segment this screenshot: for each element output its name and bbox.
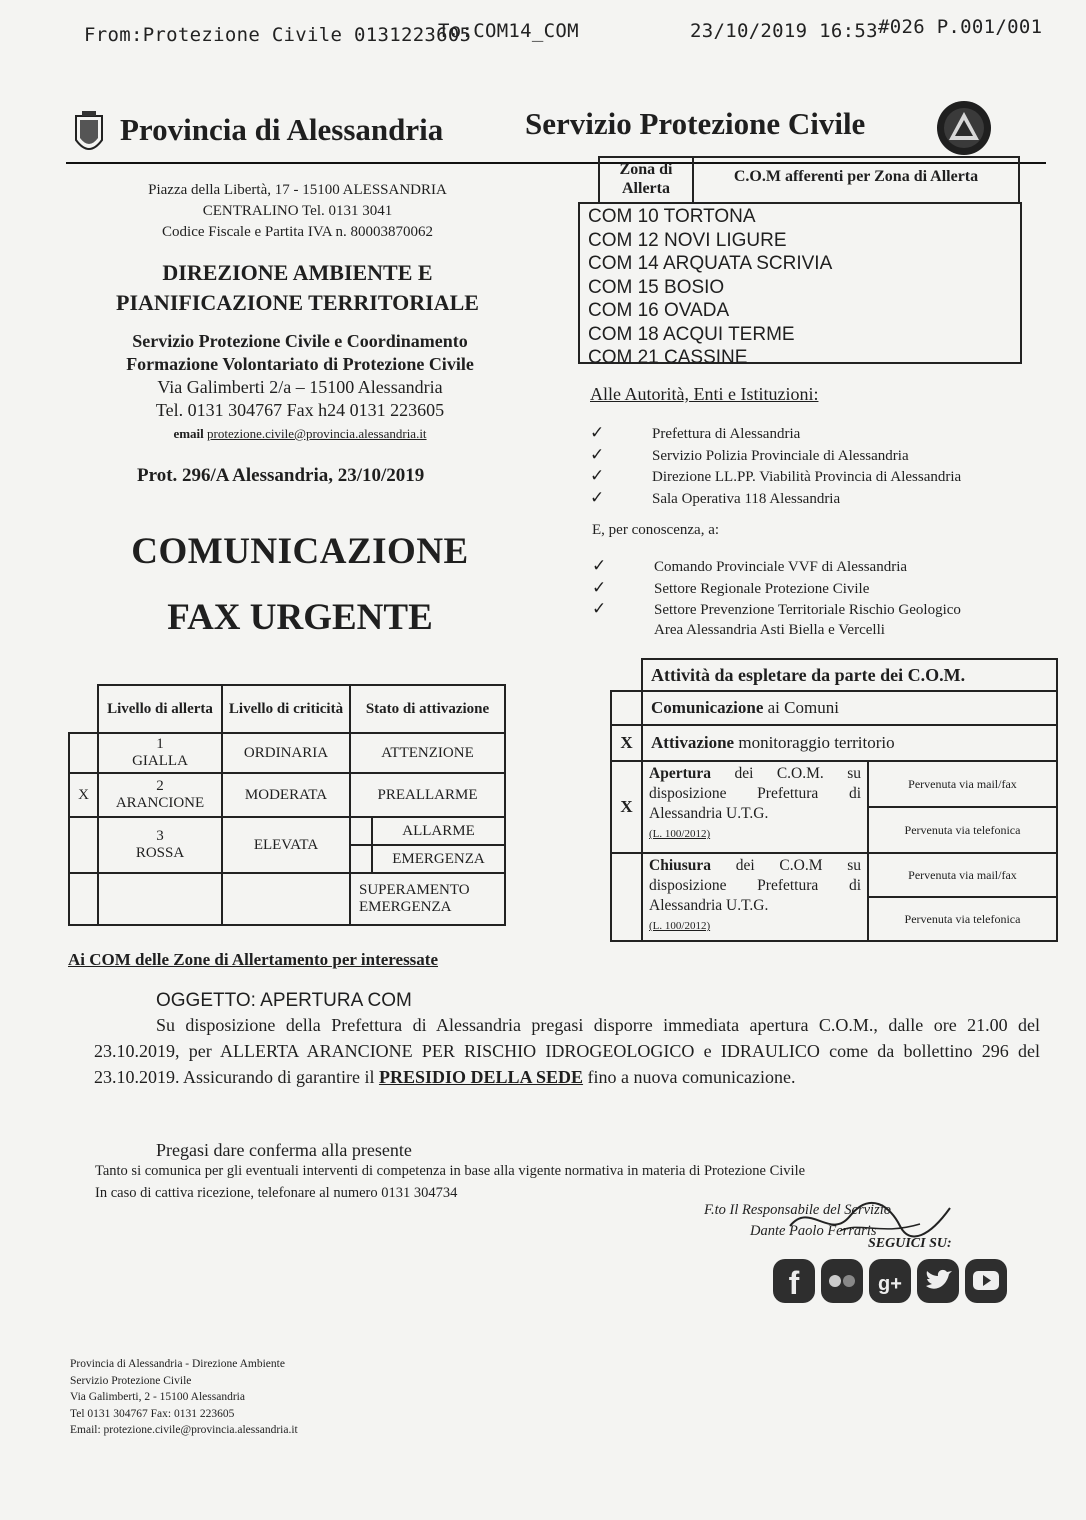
attivita-table (610, 658, 1058, 942)
option-telefonica: Pervenuta via telefonica (868, 897, 1057, 941)
law-reference: (L. 100/2012) (649, 828, 711, 840)
flickr-icon[interactable] (820, 1258, 864, 1304)
attivita-text: dei C.O.M su disposizione Prefettura di Alessandria U.T.G. (649, 857, 861, 914)
direzione-heading (70, 258, 525, 318)
zona-item: COM 12 NOVI LIGURE (588, 229, 787, 251)
autorita-list (590, 423, 1030, 509)
address-block (100, 180, 495, 243)
livello-num: 3 (156, 828, 164, 844)
pregasi-line: Pregasi dare conferma alla presente (156, 1140, 412, 1160)
livello-header-criticita: Livello di criticità (222, 685, 350, 733)
livello-num: 2 (156, 778, 164, 794)
servizio-address: Via Galimberti 2/a – 15100 Alessandria (157, 377, 443, 397)
criticita-value: MODERATA (222, 773, 350, 817)
ai-com-heading: Ai COM delle Zone di Allertamento per interessate (68, 950, 439, 969)
direzione-line: DIREZIONE AMBIENTE E (162, 260, 433, 285)
zona-divider (692, 158, 694, 202)
attivita-text: monitoraggio territorio (734, 733, 895, 752)
stato-value: ATTENZIONE (350, 733, 505, 773)
stato-value: EMERGENZA (372, 845, 505, 873)
zona-col-1: Zona di Allerta (619, 161, 673, 197)
attivita-bold: Chiusura (649, 857, 712, 874)
youtube-icon[interactable] (964, 1258, 1008, 1304)
livello-num: 1 (156, 736, 164, 752)
selected-mark: X (611, 725, 642, 761)
stato-value: PREALLARME (350, 773, 505, 817)
servizio-line: Formazione Volontariato di Protezione Civile (126, 354, 474, 374)
conoscenza-item: Settore Regionale Protezione Civile (654, 580, 870, 597)
attivita-text: ai Comuni (763, 698, 839, 717)
selected-mark: X (611, 761, 642, 853)
civil-protection-logo-icon (934, 100, 996, 156)
autorita-item: Servizio Polizia Provinciale di Alessandria (652, 447, 909, 464)
conoscenza-item: Comando Provinciale VVF di Alessandria (654, 559, 908, 575)
servizio-block (80, 330, 520, 445)
direzione-line: PIANIFICAZIONE TERRITORIALE (116, 290, 479, 315)
livello-name: ROSSA (135, 845, 185, 861)
option-mail-fax: Pervenuta via mail/fax (868, 761, 1057, 807)
conoscenza-item: Settore Prevenzione Territoriale Rischio Geologico (654, 602, 961, 618)
conoscenza-list (592, 556, 1032, 640)
option-mail-fax: Pervenuta via mail/fax (868, 853, 1057, 897)
check-icon: ✓ (592, 556, 607, 575)
autorita-item: Prefettura di Alessandria (652, 426, 801, 442)
zona-item: COM 14 ARQUATA SCRIVIA (588, 253, 833, 274)
attivita-bold: Apertura (649, 765, 711, 782)
zona-item: COM 16 OVADA (588, 300, 730, 321)
signature-name: Dante Paolo Ferraris (750, 1223, 877, 1239)
province-crest-icon (72, 110, 106, 160)
body-text: fino a nuova comunicazione. (583, 1067, 796, 1087)
livello-name: ARANCIONE (115, 795, 205, 811)
tax-code-line: Codice Fiscale e Partita IVA n. 80003870062 (162, 224, 433, 240)
livello-name: GIALLA (132, 753, 188, 769)
stato-value: SUPERAMENTO EMERGENZA (350, 873, 505, 925)
criticita-value: ELEVATA (222, 817, 350, 873)
follow-us-label: SEGUICI SU: (868, 1236, 952, 1251)
fax-from: From:Protezione Civile 0131223605 (84, 24, 472, 46)
email-link[interactable]: protezione.civile@provincia.alessandria.it (207, 426, 427, 441)
zona-item: COM 10 TORTONA (588, 206, 756, 227)
address-line: Piazza della Libertà, 17 - 15100 ALESSANDRIA (148, 182, 447, 198)
attivita-text: dei C.O.M. su disposizione Prefettura di Alessandria U.T.G. (649, 765, 861, 822)
zona-table-header (598, 156, 1020, 204)
google-plus-icon[interactable] (868, 1258, 912, 1304)
zona-list (578, 202, 1022, 368)
body-paragraph (94, 1012, 1040, 1090)
footer-line: Servizio Protezione Civile (70, 1374, 192, 1387)
servizio-line: Servizio Protezione Civile e Coordinamento (132, 331, 468, 351)
cattiva-line: In caso di cattiva ricezione, telefonare al numero 0131 304734 (95, 1185, 458, 1201)
autorita-title: Alle Autorità, Enti e Istituzioni: (590, 384, 819, 404)
footer-line: Tel 0131 304767 Fax: 0131 223605 (70, 1407, 235, 1420)
body-emphasis: PRESIDIO DELLA SEDE (378, 1067, 584, 1087)
footer-block (70, 1356, 298, 1439)
attivita-bold: Comunicazione (651, 698, 764, 717)
switchboard-line: CENTRALINO Tel. 0131 3041 (202, 203, 393, 219)
footer-line: Provincia di Alessandria - Direzione Ambiente (70, 1358, 285, 1370)
oggetto-line: OGGETTO: APERTURA COM (156, 990, 412, 1011)
stato-value: ALLARME (372, 817, 505, 845)
autorita-item: Direzione LL.PP. Viabilità Provincia di Alessandria (652, 469, 962, 485)
zona-item: COM 21 CASSINE (588, 347, 748, 368)
comunicazione-title: COMUNICAZIONE (131, 531, 469, 572)
check-icon: ✓ (590, 487, 605, 507)
selected-mark: X (69, 773, 98, 817)
footer-email[interactable]: Email: protezione.civile@provincia.alessandria.it (70, 1424, 298, 1436)
zona-item: COM 15 BOSIO (588, 276, 725, 298)
fax-datetime: 23/10/2019 16:53 (690, 20, 878, 42)
fax-page: #026 P.001/001 (878, 16, 1043, 38)
autorita-item: Sala Operativa 118 Alessandria (652, 490, 841, 507)
zona-item: COM 18 ACQUI TERME (588, 323, 795, 345)
check-icon: ✓ (590, 423, 605, 442)
servizio-phone: Tel. 0131 304767 Fax h24 0131 223605 (155, 400, 445, 420)
criticita-value: ORDINARIA (222, 733, 350, 773)
option-telefonica: Pervenuta via telefonica (868, 807, 1057, 853)
fax-to: To:COM14_COM (438, 20, 579, 42)
org-title: Provincia di Alessandria (120, 112, 444, 147)
conoscenza-item: Area Alessandria Asti Biella e Vercelli (654, 621, 885, 638)
fax-urgente-title: FAX URGENTE (167, 597, 433, 638)
check-icon: ✓ (590, 466, 605, 485)
svg-text:f: f (788, 1265, 800, 1301)
check-icon: ✓ (592, 599, 607, 618)
email-label: email (173, 426, 204, 441)
protocol-number: Prot. 296/A Alessandria, 23/10/2019 (137, 465, 425, 486)
livello-header-allerta: Livello di allerta (98, 685, 222, 733)
twitter-icon[interactable] (916, 1258, 960, 1304)
facebook-icon[interactable] (772, 1258, 816, 1304)
conoscenza-title: E, per conoscenza, a: (592, 522, 720, 538)
tanto-line: Tanto si comunica per gli eventuali interventi di competenza in base alla vigente normativa in materia di Protezione Civile (95, 1163, 806, 1179)
livello-header-stato: Stato di attivazione (350, 685, 505, 733)
attivita-bold: Attivazione (651, 733, 735, 752)
body-text: Su disposizione della Prefettura di Alessandria pregasi disporre immediata apertura C.O.M., dalle ore 21.00 del 23.10.2019, per ALLERTA ARANCIONE PER RISCHIO IDROGEOLOGICO e IDRAULICO come da bollettino 296 del 23.10.2019. Assicurando di garantire il (94, 1015, 1040, 1087)
service-title: Servizio Protezione Civile (525, 106, 866, 141)
law-reference: (L. 100/2012) (649, 920, 711, 932)
check-icon: ✓ (590, 444, 605, 464)
zona-col-2: C.O.M afferenti per Zona di Allerta (733, 168, 979, 185)
social-icons (772, 1258, 1008, 1304)
footer-line: Via Galimberti, 2 - 15100 Alessandria (70, 1391, 245, 1403)
attivita-title: Attività da espletare da parte dei C.O.M. (642, 659, 1057, 691)
svg-text:g+: g+ (878, 1273, 902, 1295)
signature-role: F.to Il Responsabile del Servizio (704, 1202, 891, 1218)
check-icon: ✓ (592, 577, 607, 597)
livello-table (68, 684, 506, 926)
